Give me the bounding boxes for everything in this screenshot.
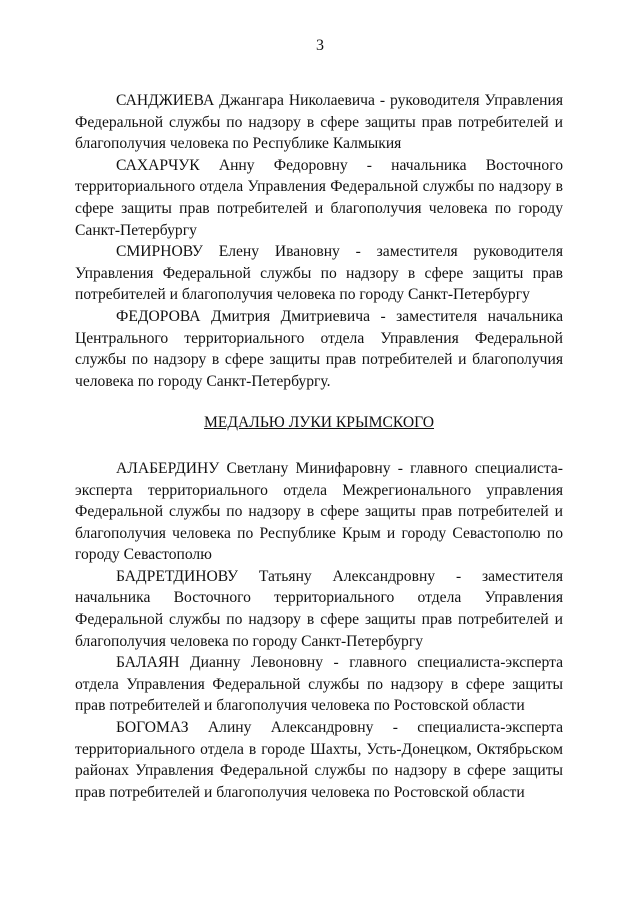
document-body bbox=[75, 90, 563, 803]
page-number: 3 bbox=[316, 37, 324, 54]
award-entry-sakharchuk: САХАРЧУК Анну Федоровну - начальника Восточного территориального отдела Управления Федеральной службы по надзору в сфере защиты прав потребителей и благополучия человека по городу Санкт-Петербургу bbox=[75, 156, 563, 239]
award-entry-smirnova: СМИРНОВУ Елену Ивановну - заместителя руководителя Управления Федеральной службы по надзору в сфере защиты прав потребителей и благополучия человека по городу Санкт-Петербургу bbox=[75, 243, 563, 304]
award-entry-sandzhieva: САНДЖИЕВА Джангара Николаевича - руководителя Управления Федеральной службы по надзору в сфере защиты прав потребителей и благополучия человека по Республике Калмыкия bbox=[75, 92, 563, 153]
award-entry-badretdinova: БАДРЕТДИНОВУ Татьяну Александровну - заместителя начальника Восточного территориального отдела Управления Федеральной службы по надзору в сфере защиты прав потребителей и благополучия человека по городу Санкт-Петербургу bbox=[75, 567, 563, 650]
award-entry-balayan: БАЛАЯН Дианну Левоновну - главного специалиста-эксперта отдела Управления Федеральной службы по надзору в сфере защиты прав потребителей и благополучия человека по Ростовской области bbox=[75, 654, 563, 715]
award-entry-fedorov: ФЕДОРОВА Дмитрия Дмитриевича - заместителя начальника Центрального территориального отдела Управления Федеральной службы по надзору в сфере защиты прав потребителей и благополучия человека по городу Санкт-Петербургу. bbox=[75, 307, 563, 390]
section-heading-medal: МЕДАЛЬЮ ЛУКИ КРЫМСКОГО bbox=[203, 414, 435, 432]
award-entry-bogomaz: БОГОМАЗ Алину Александровну - специалиста-эксперта территориального отдела в городе Шахты, Усть-Донецком, Октябрьском районах Управления Федеральной службы по надзору в сфере защиты прав потребителей и благополучия человека по Ростовской области bbox=[75, 719, 563, 801]
award-entry-alaberdina: АЛАБЕРДИНУ Светлану Минифаровну - главного специалиста-эксперта территориального отдела Межрегионального управления Федеральной службы по надзору в сфере защиты прав потребителей и благополучия человека по Республике Крым и городу Севастополю по городу Севастополю bbox=[75, 459, 563, 564]
